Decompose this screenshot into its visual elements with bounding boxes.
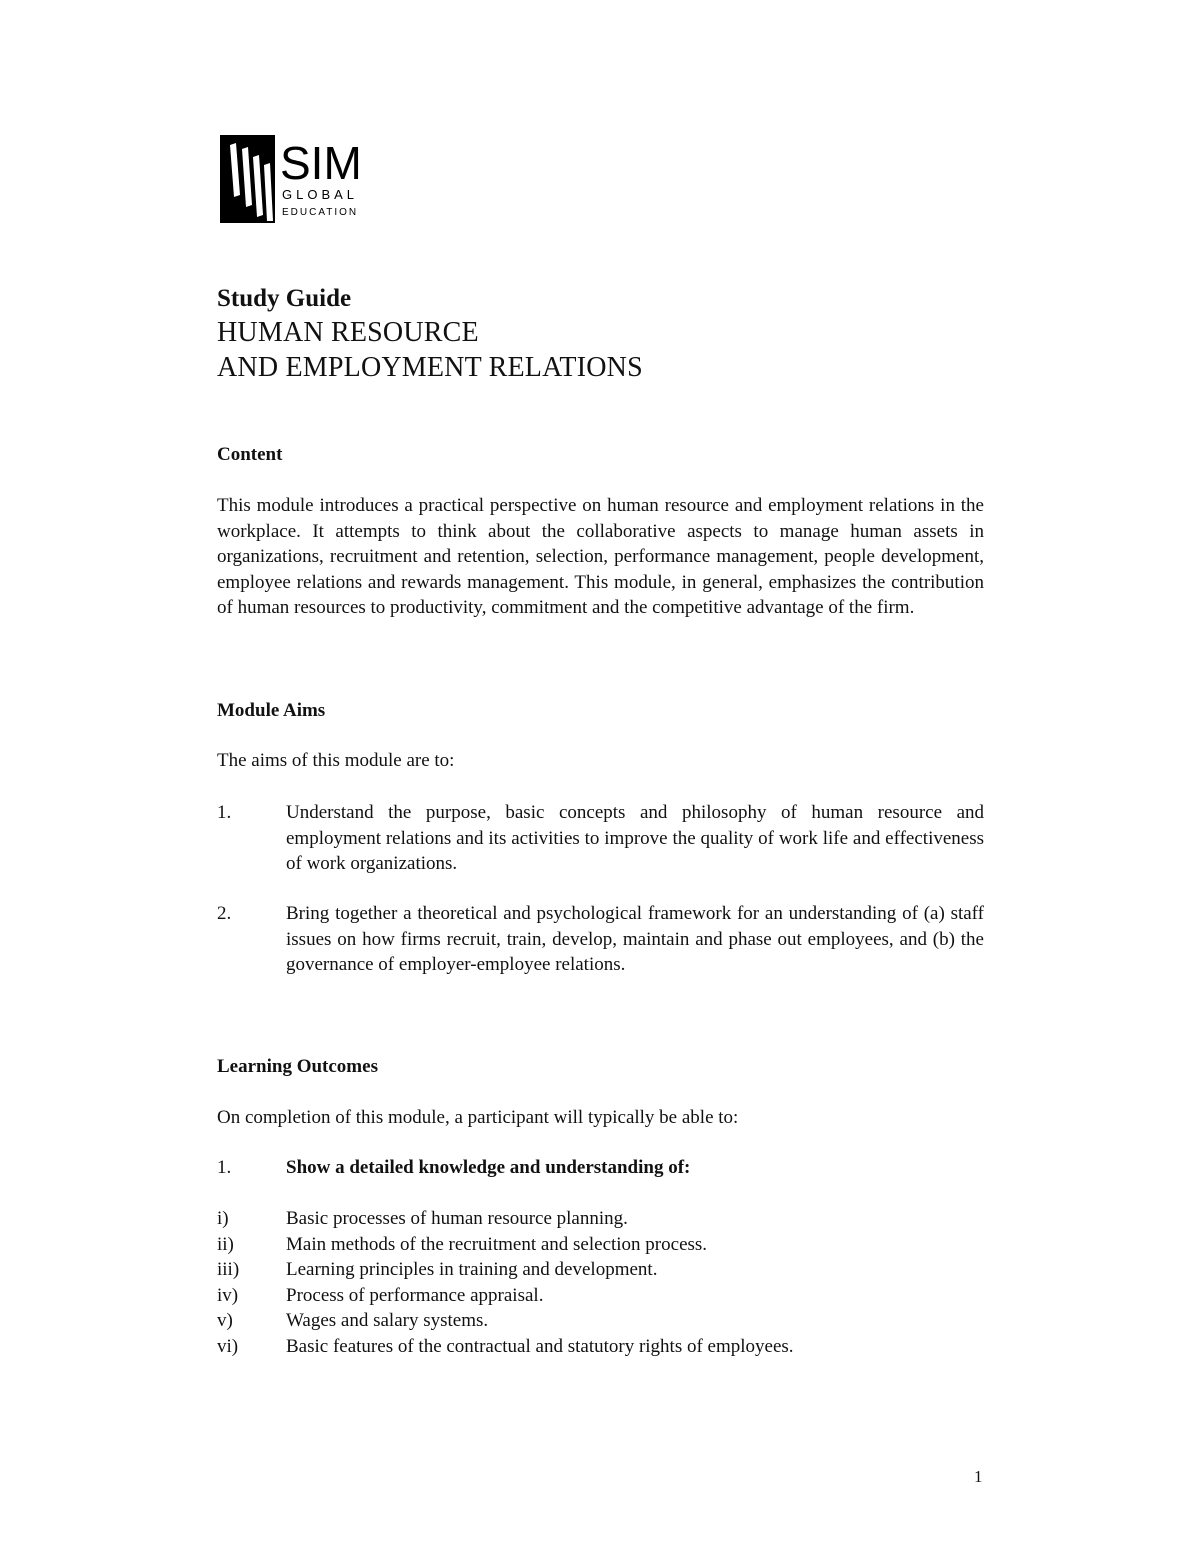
outcome-number: 1. [217,1157,232,1178]
sim-logo-graphic [220,135,380,223]
list-item [217,1257,984,1283]
list-item-numeral: iii) [217,1259,240,1280]
outcome-text: Show a detailed knowledge and understanding of: [286,1157,691,1178]
list-item-text: Main methods of the recruitment and selection process. [286,1233,708,1255]
list-item [217,1283,984,1309]
module-aims-heading: Module Aims [217,700,326,721]
document-title: Study Guide [217,285,352,312]
list-item [217,1206,984,1232]
list-item-text: Basic features of the contractual and statutory rights of employees. [286,1335,794,1357]
list-item [217,1334,984,1360]
outcome-item [217,1155,984,1181]
aim-number: 2. [217,903,232,924]
module-aims-intro: The aims of this module are to: [217,750,455,771]
list-item-numeral: i) [217,1208,229,1229]
content-paragraph: This module introduces a practical perspective on human resource and employment relations in the workplace. It attempts to think about the collaborative aspects to manage human assets in organizations, recruitment and retention, selection, performance management, people development, employee relations and rewards management. This module, in general, emphasizes the contribution of human resources to productivity, commitment and the competitive advantage of the firm. [217,495,984,618]
list-item [217,1232,984,1258]
logo-subtext-2: EDUCATION [282,207,359,218]
outcome-sub-list [217,1206,984,1359]
aim-number: 1. [217,802,232,823]
list-item-text: Learning principles in training and development. [286,1259,658,1280]
page-number: 1 [974,1467,983,1486]
aim-item [217,901,984,978]
list-item-numeral: iv) [217,1284,239,1306]
list-item-text: Process of performance appraisal. [286,1284,544,1306]
list-item-text: Wages and salary systems. [286,1310,489,1331]
learning-outcomes-intro: On completion of this module, a participant will typically be able to: [217,1107,739,1128]
logo-wordmark: SIM [280,137,362,189]
title-block [217,283,643,385]
aim-text: Bring together a theoretical and psychological framework for an understanding of (a) staff issues on how firms recruit, train, develop, maintain and phase out employees, and (b) the governance of employer-employee relations. [286,903,984,975]
list-item [217,1308,984,1334]
list-item-numeral: ii) [217,1233,234,1255]
list-item-numeral: v) [217,1310,233,1331]
document-subtitle-line-1: HUMAN RESOURCE [217,317,479,348]
aim-item [217,800,984,877]
aim-text: Understand the purpose, basic concepts and philosophy of human resource and employment relations and its activities to improve the quality of work life and effectiveness of work organizations. [286,802,984,874]
list-item-numeral: vi) [217,1335,239,1357]
content-heading: Content [217,444,283,465]
logo-subtext-1: GLOBAL [282,187,359,202]
sim-logo [220,135,380,223]
document-subtitle-line-2: AND EMPLOYMENT RELATIONS [217,352,643,383]
list-item-text: Basic processes of human resource planning. [286,1208,628,1229]
learning-outcomes-heading: Learning Outcomes [217,1056,378,1077]
